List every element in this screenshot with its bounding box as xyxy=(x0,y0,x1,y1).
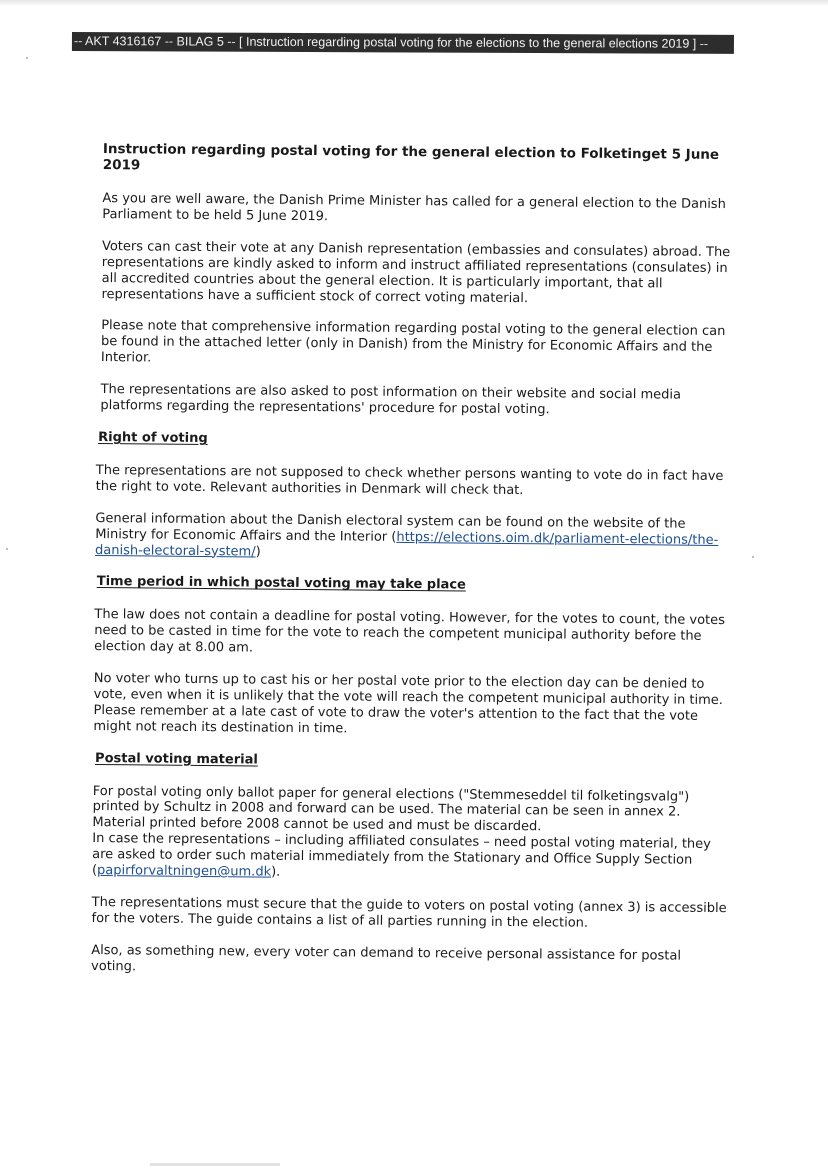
supply-section-email-link[interactable]: papirforvaltningen@um.dk xyxy=(97,863,272,880)
ballot-paper-text: For postal voting only ballot paper for general elections ("Stemmeseddel til folketingsvalg") printed by Schultz in 2008 and forward can be used. The material can be seen in annex 2. Material printed before 2008 cannot be used and must be discarded. xyxy=(92,783,690,835)
electoral-system-text-end: ) xyxy=(255,544,261,560)
electoral-system-link[interactable]: https://elections.oim.dk/parliament-elections/the-danish-electoral-system/ xyxy=(95,529,719,560)
document-stamp-bar xyxy=(72,32,734,54)
guide-paragraph: The representations must secure that the guide to voters on postal voting (annex 3) is accessible for the voters. The guide contains a list of all parties running in the election. xyxy=(91,894,727,931)
document-stamp-text: -- AKT 4316167 -- BILAG 5 -- [ Instruction regarding postal voting for the elections to the general elections 2019 ] -- xyxy=(73,34,709,51)
electoral-system-paragraph xyxy=(95,511,731,565)
intro-paragraph: As you are well aware, the Danish Prime Minister has called for a general election to the Danish Parliament to be held 5 June 2019. xyxy=(102,191,726,225)
scan-top-edge xyxy=(0,0,828,6)
order-material-text-end: ). xyxy=(271,864,281,880)
scan-artifact xyxy=(26,57,28,59)
section-heading-right-of-voting: Right of voting xyxy=(98,429,208,447)
electoral-system-text: General information about the Danish electoral system can be found on the website of the Ministry for Economic Affairs and the Interior ( xyxy=(95,510,686,545)
material-paragraph xyxy=(92,784,729,886)
scan-artifact xyxy=(752,556,754,558)
scan-footer-smudge xyxy=(150,1163,280,1166)
document-title: Instruction regarding postal voting for the general election to Folketinget 5 June 2019 xyxy=(102,141,720,174)
website-info-paragraph: The representations are also asked to post information on their website and social media platforms regarding the representations' procedure for postal voting. xyxy=(100,382,682,418)
assistance-paragraph: Also, as something new, every voter can demand to receive personal assistance for postal voting. xyxy=(91,942,682,975)
document-body xyxy=(91,141,735,997)
representations-paragraph: Voters can cast their vote at any Danish representation (embassies and consulates) abroad. The representations are kindly asked to inform and instruct affiliated representations (consulates) in all accredited countries about the general election. It is particularly important, that all representations have a sufficient stock of correct voting material. xyxy=(101,238,731,306)
section-heading-postal-material: Postal voting material xyxy=(95,750,258,768)
right-of-voting-paragraph: The representations are not supposed to check whether persons wanting to vote do in fact have the right to vote. Relevant authorities in Denmark will check that. xyxy=(95,462,724,498)
scan-artifact xyxy=(6,548,8,550)
ministry-letter-paragraph: Please note that comprehensive information regarding postal voting to the general election can be found in the attached letter (only in Danish) from the Ministry for Economic Affairs and the Interior. xyxy=(100,318,726,366)
section-heading-time-period: Time period in which postal voting may take place xyxy=(96,574,466,593)
deadline-paragraph: The law does not contain a deadline for postal voting. However, for the votes to count, the votes need to be casted in time for the vote to reach the competent municipal authority before the election day at 8.00 am. xyxy=(94,607,726,656)
order-material-text: In case the representations – including affiliated consulates – need postal voting material, they are asked to order such material immediately from the Stationary and Office Supply Section ( xyxy=(91,831,711,879)
late-vote-paragraph: No voter who turns up to cast his or her postal vote prior to the election day can be denied to vote, even when it is unlikely that the vote will reach the competent municipal authority in time. Please remember at a late cast of vote to draw the voter's attention to the fact that the vote might not reach its destination in time. xyxy=(93,671,724,737)
